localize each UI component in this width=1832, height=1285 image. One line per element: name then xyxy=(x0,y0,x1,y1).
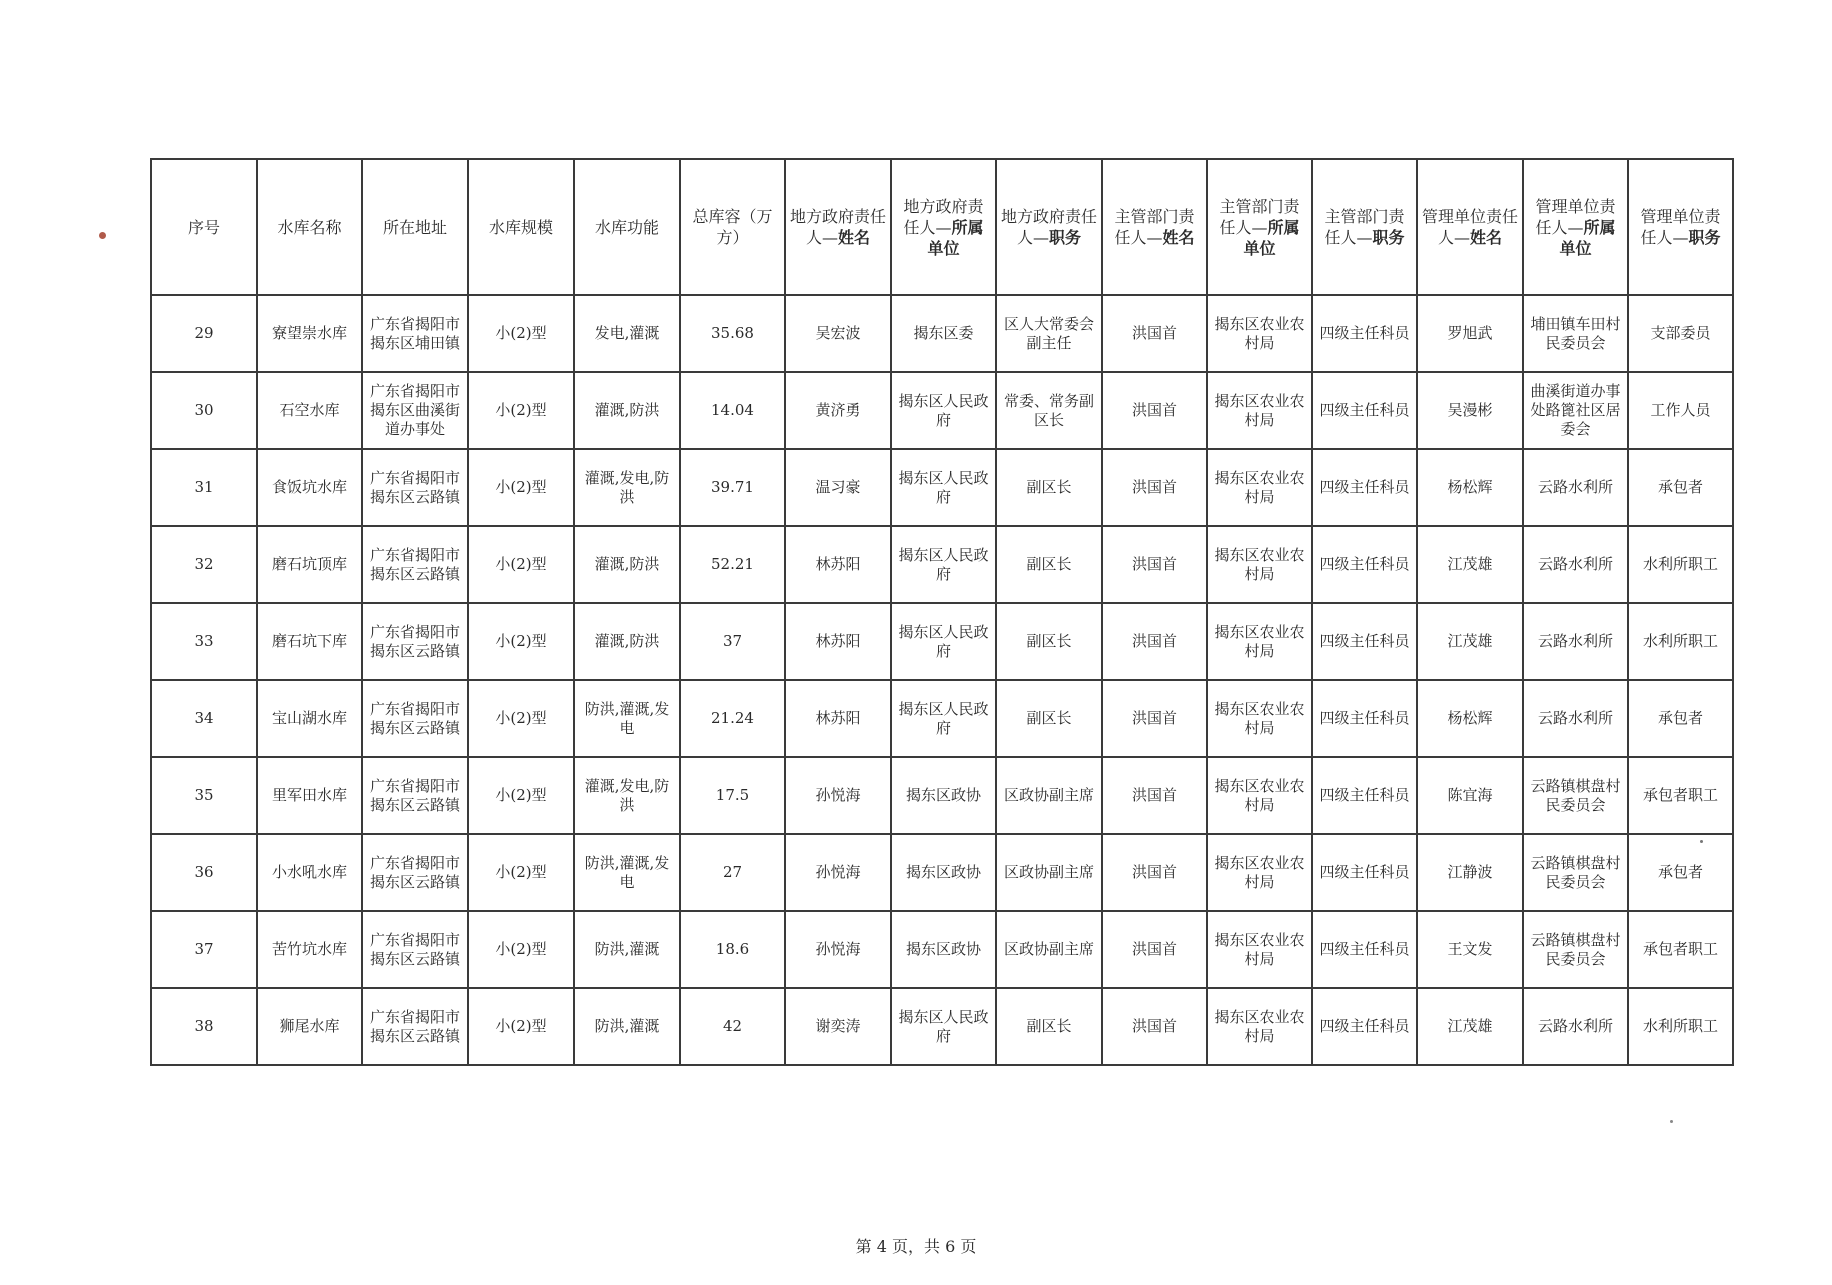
table-cell: 林苏阳 xyxy=(785,526,891,603)
header-cell: 水库名称 xyxy=(257,159,362,295)
table-cell: 广东省揭阳市揭东区云路镇 xyxy=(362,911,468,988)
table-cell: 揭东区农业农村局 xyxy=(1207,988,1312,1065)
header-text: 地方政府责任人— xyxy=(790,207,887,247)
table-cell: 小(2)型 xyxy=(468,988,574,1065)
table-cell: 狮尾水库 xyxy=(257,988,362,1065)
header-text-bold: 职务 xyxy=(1688,228,1721,247)
header-text: 地方政府责任人— xyxy=(1001,207,1098,247)
table-cell: 小(2)型 xyxy=(468,526,574,603)
table-cell: 陈宜海 xyxy=(1417,757,1523,834)
table-cell: 四级主任科员 xyxy=(1312,834,1417,911)
table-cell: 揭东区农业农村局 xyxy=(1207,526,1312,603)
table-cell: 小(2)型 xyxy=(468,911,574,988)
table-cell: 云路水利所 xyxy=(1523,449,1628,526)
table-row xyxy=(151,911,1733,988)
table-cell: 揭东区政协 xyxy=(891,757,996,834)
table-cell: 洪国首 xyxy=(1102,372,1207,449)
table-cell: 小(2)型 xyxy=(468,680,574,757)
table-cell: 四级主任科员 xyxy=(1312,295,1417,372)
table-cell: 广东省揭阳市揭东区云路镇 xyxy=(362,603,468,680)
table-cell: 谢奕涛 xyxy=(785,988,891,1065)
header-text: 管理单位责任人— xyxy=(1422,207,1519,247)
table-cell: 揭东区人民政府 xyxy=(891,603,996,680)
header-cell: 序号 xyxy=(151,159,257,295)
table-cell: 杨松辉 xyxy=(1417,680,1523,757)
table-cell: 灌溉,发电,防洪 xyxy=(574,757,680,834)
table-cell: 洪国首 xyxy=(1102,988,1207,1065)
table-cell: 区人大常委会副主任 xyxy=(996,295,1102,372)
table-cell: 四级主任科员 xyxy=(1312,757,1417,834)
table-cell: 吴宏波 xyxy=(785,295,891,372)
table-cell: 洪国首 xyxy=(1102,834,1207,911)
table-cell: 洪国首 xyxy=(1102,757,1207,834)
header-text-bold: 所属单位 xyxy=(927,217,984,258)
table-cell: 埔田镇车田村民委员会 xyxy=(1523,295,1628,372)
table-cell: 林苏阳 xyxy=(785,603,891,680)
table-cell: 水利所职工 xyxy=(1628,603,1733,680)
table-row xyxy=(151,834,1733,911)
table-cell: 揭东区政协 xyxy=(891,911,996,988)
table-cell: 42 xyxy=(680,988,785,1065)
header-text-bold: 所属单位 xyxy=(1559,217,1616,258)
ink-speck xyxy=(99,232,106,239)
page-number: 第 4 页，共 6 页 xyxy=(855,1237,977,1256)
table-row xyxy=(151,372,1733,449)
table-cell: 小水吼水库 xyxy=(257,834,362,911)
table-cell: 37 xyxy=(151,911,257,988)
table-cell: 云路水利所 xyxy=(1523,988,1628,1065)
table-cell: 寮望崇水库 xyxy=(257,295,362,372)
table-cell: 副区长 xyxy=(996,988,1102,1065)
table-cell: 四级主任科员 xyxy=(1312,526,1417,603)
ink-speck xyxy=(1670,1120,1673,1123)
table-cell: 灌溉,发电,防洪 xyxy=(574,449,680,526)
table-cell: 四级主任科员 xyxy=(1312,449,1417,526)
table-cell: 罗旭武 xyxy=(1417,295,1523,372)
table-row xyxy=(151,449,1733,526)
table-cell: 灌溉,防洪 xyxy=(574,526,680,603)
header-text-bold: 姓名 xyxy=(838,228,871,247)
table-cell: 35 xyxy=(151,757,257,834)
table-cell: 云路镇棋盘村民委员会 xyxy=(1523,757,1628,834)
header-text: 地方政府责任人— xyxy=(903,196,984,237)
table-cell: 揭东区农业农村局 xyxy=(1207,603,1312,680)
table-body xyxy=(151,295,1733,1065)
table-cell: 曲溪街道办事处路篦社区居委会 xyxy=(1523,372,1628,449)
table-cell: 37 xyxy=(680,603,785,680)
table-cell: 防洪,灌溉,发电 xyxy=(574,834,680,911)
header-text: 主管部门责任人— xyxy=(1219,196,1300,237)
table-cell: 承包者职工 xyxy=(1628,757,1733,834)
table-cell: 工作人员 xyxy=(1628,372,1733,449)
table-cell: 温习豪 xyxy=(785,449,891,526)
table-cell: 洪国首 xyxy=(1102,911,1207,988)
table-cell: 四级主任科员 xyxy=(1312,680,1417,757)
table-cell: 副区长 xyxy=(996,449,1102,526)
table-cell: 38 xyxy=(151,988,257,1065)
table-cell: 揭东区委 xyxy=(891,295,996,372)
table-cell: 31 xyxy=(151,449,257,526)
table-cell: 洪国首 xyxy=(1102,526,1207,603)
table-cell: 揭东区农业农村局 xyxy=(1207,911,1312,988)
header-cell: 总库容（万方） xyxy=(680,159,785,295)
table-cell: 防洪,灌溉,发电 xyxy=(574,680,680,757)
table-cell: 江静波 xyxy=(1417,834,1523,911)
table-cell: 林苏阳 xyxy=(785,680,891,757)
table-cell: 揭东区人民政府 xyxy=(891,526,996,603)
table-cell: 广东省揭阳市揭东区云路镇 xyxy=(362,526,468,603)
table-cell: 36 xyxy=(151,834,257,911)
table-cell: 29 xyxy=(151,295,257,372)
table-cell: 洪国首 xyxy=(1102,680,1207,757)
table-row xyxy=(151,603,1733,680)
table-cell: 灌溉,防洪 xyxy=(574,603,680,680)
table-cell: 揭东区人民政府 xyxy=(891,988,996,1065)
table-header xyxy=(151,159,1733,295)
table-cell: 小(2)型 xyxy=(468,449,574,526)
header-text-bold: 职务 xyxy=(1049,228,1082,247)
table-cell: 江茂雄 xyxy=(1417,988,1523,1065)
table-cell: 21.24 xyxy=(680,680,785,757)
table-cell: 云路水利所 xyxy=(1523,603,1628,680)
table-cell: 磨石坑下库 xyxy=(257,603,362,680)
table-cell: 17.5 xyxy=(680,757,785,834)
table-cell: 王文发 xyxy=(1417,911,1523,988)
table-cell: 洪国首 xyxy=(1102,295,1207,372)
header-cell xyxy=(891,159,996,295)
table-cell: 揭东区人民政府 xyxy=(891,449,996,526)
table-cell: 孙悦海 xyxy=(785,911,891,988)
reservoir-responsibility-table xyxy=(150,158,1734,1066)
table-cell: 四级主任科员 xyxy=(1312,603,1417,680)
table-cell: 小(2)型 xyxy=(468,295,574,372)
table-cell: 揭东区农业农村局 xyxy=(1207,834,1312,911)
header-cell xyxy=(1628,159,1733,295)
table-cell: 水利所职工 xyxy=(1628,988,1733,1065)
table-cell: 防洪,灌溉 xyxy=(574,988,680,1065)
table-cell: 揭东区农业农村局 xyxy=(1207,295,1312,372)
table-cell: 石空水库 xyxy=(257,372,362,449)
table-cell: 揭东区农业农村局 xyxy=(1207,372,1312,449)
header-cell xyxy=(1417,159,1523,295)
table-cell: 孙悦海 xyxy=(785,834,891,911)
table-cell: 灌溉,防洪 xyxy=(574,372,680,449)
table-cell: 广东省揭阳市揭东区曲溪街道办事处 xyxy=(362,372,468,449)
table-cell: 磨石坑顶库 xyxy=(257,526,362,603)
table-cell: 副区长 xyxy=(996,680,1102,757)
header-cell xyxy=(1312,159,1417,295)
table-cell: 广东省揭阳市揭东区云路镇 xyxy=(362,757,468,834)
table-cell: 江茂雄 xyxy=(1417,603,1523,680)
table-cell: 承包者 xyxy=(1628,834,1733,911)
table-cell: 揭东区农业农村局 xyxy=(1207,680,1312,757)
table-row xyxy=(151,988,1733,1065)
table-cell: 副区长 xyxy=(996,526,1102,603)
table-cell: 四级主任科员 xyxy=(1312,988,1417,1065)
table-cell: 小(2)型 xyxy=(468,603,574,680)
table-cell: 洪国首 xyxy=(1102,449,1207,526)
table-cell: 杨松辉 xyxy=(1417,449,1523,526)
table-cell: 揭东区农业农村局 xyxy=(1207,449,1312,526)
table-row xyxy=(151,526,1733,603)
table-cell: 广东省揭阳市揭东区云路镇 xyxy=(362,449,468,526)
table-row xyxy=(151,680,1733,757)
table-cell: 27 xyxy=(680,834,785,911)
header-text-bold: 所属单位 xyxy=(1243,217,1300,258)
table-cell: 江茂雄 xyxy=(1417,526,1523,603)
table-cell: 34 xyxy=(151,680,257,757)
header-cell xyxy=(1102,159,1207,295)
table-cell: 承包者 xyxy=(1628,449,1733,526)
header-text: 主管部门责任人— xyxy=(1324,207,1405,247)
table-cell: 副区长 xyxy=(996,603,1102,680)
table-cell: 广东省揭阳市揭东区云路镇 xyxy=(362,988,468,1065)
header-text-bold: 姓名 xyxy=(1162,228,1195,247)
table-cell: 云路水利所 xyxy=(1523,680,1628,757)
table-cell: 苦竹坑水库 xyxy=(257,911,362,988)
table-cell: 水利所职工 xyxy=(1628,526,1733,603)
table-cell: 14.04 xyxy=(680,372,785,449)
table-cell: 吴漫彬 xyxy=(1417,372,1523,449)
table-cell: 支部委员 xyxy=(1628,295,1733,372)
table-cell: 四级主任科员 xyxy=(1312,372,1417,449)
table-cell: 防洪,灌溉 xyxy=(574,911,680,988)
table-cell: 孙悦海 xyxy=(785,757,891,834)
table-cell: 云路镇棋盘村民委员会 xyxy=(1523,911,1628,988)
header-cell xyxy=(785,159,891,295)
header-cell: 水库规模 xyxy=(468,159,574,295)
table-row xyxy=(151,757,1733,834)
table-cell: 揭东区农业农村局 xyxy=(1207,757,1312,834)
table-cell: 揭东区人民政府 xyxy=(891,680,996,757)
table-cell: 揭东区政协 xyxy=(891,834,996,911)
table-row xyxy=(151,295,1733,372)
table-cell: 食饭坑水库 xyxy=(257,449,362,526)
table-cell: 承包者 xyxy=(1628,680,1733,757)
table-cell: 广东省揭阳市揭东区云路镇 xyxy=(362,680,468,757)
header-text-bold: 职务 xyxy=(1372,228,1405,247)
header-cell: 水库功能 xyxy=(574,159,680,295)
table-cell: 32 xyxy=(151,526,257,603)
table-cell: 18.6 xyxy=(680,911,785,988)
table-cell: 宝山湖水库 xyxy=(257,680,362,757)
table-cell: 小(2)型 xyxy=(468,757,574,834)
table-cell: 发电,灌溉 xyxy=(574,295,680,372)
table-cell: 云路镇棋盘村民委员会 xyxy=(1523,834,1628,911)
table-cell: 区政协副主席 xyxy=(996,757,1102,834)
table-cell: 广东省揭阳市揭东区埔田镇 xyxy=(362,295,468,372)
table-cell: 洪国首 xyxy=(1102,603,1207,680)
table-cell: 30 xyxy=(151,372,257,449)
header-row xyxy=(151,159,1733,295)
table-cell: 区政协副主席 xyxy=(996,911,1102,988)
table-cell: 黄济勇 xyxy=(785,372,891,449)
header-cell xyxy=(1207,159,1312,295)
header-text: 管理单位责任人— xyxy=(1640,207,1721,247)
table-cell: 揭东区人民政府 xyxy=(891,372,996,449)
table-cell: 四级主任科员 xyxy=(1312,911,1417,988)
header-text: 主管部门责任人— xyxy=(1114,207,1195,247)
table-cell: 52.21 xyxy=(680,526,785,603)
table-cell: 里军田水库 xyxy=(257,757,362,834)
table-cell: 33 xyxy=(151,603,257,680)
table-cell: 小(2)型 xyxy=(468,372,574,449)
header-text: 管理单位责任人— xyxy=(1535,196,1616,237)
table-cell: 39.71 xyxy=(680,449,785,526)
table-cell: 广东省揭阳市揭东区云路镇 xyxy=(362,834,468,911)
table-cell: 云路水利所 xyxy=(1523,526,1628,603)
header-cell xyxy=(1523,159,1628,295)
header-cell xyxy=(996,159,1102,295)
header-text-bold: 姓名 xyxy=(1470,228,1503,247)
table-cell: 承包者职工 xyxy=(1628,911,1733,988)
header-cell: 所在地址 xyxy=(362,159,468,295)
table-cell: 常委、常务副区长 xyxy=(996,372,1102,449)
table-cell: 35.68 xyxy=(680,295,785,372)
table-cell: 区政协副主席 xyxy=(996,834,1102,911)
table-cell: 小(2)型 xyxy=(468,834,574,911)
